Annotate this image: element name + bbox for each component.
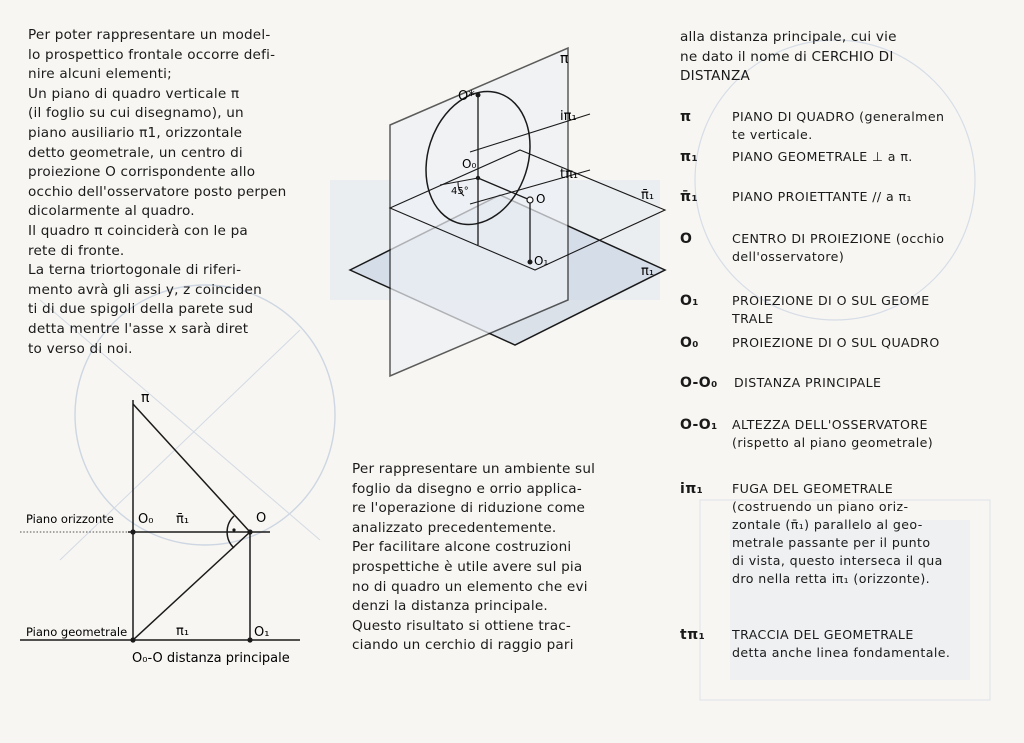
fig2-o1-label: O₁	[534, 254, 549, 268]
fig1-o1-label: O₁	[254, 625, 270, 640]
glossary-text: TRACCIA DEL GEOMETRALE detta anche linea fondamentale.	[732, 627, 951, 660]
glossary-symbol: O-O₀	[680, 375, 718, 391]
distance-circle-paragraph: Per rappresentare un ambiente sul foglio da disegno e orrio applica- re l'operazione di riduzione come analizzato precedentemente. Per facilitare alcone costruzioni prospettiche è utile avere sul pia no di quadro un elemento che evi denzi la distanza principale. Questo risultato si ottiene trac- ciando un cerchio di raggio pari	[352, 461, 596, 654]
fig2-pi-label: π	[560, 51, 569, 67]
glossary-text: PROIEZIONE DI O SUL GEOME TRALE	[732, 293, 930, 326]
glossary-symbol: O-O₁	[680, 417, 718, 433]
glossary-text: PIANO PROIETTANTE // a π₁	[732, 189, 912, 204]
fig2-angle-label: 45°	[451, 186, 469, 197]
glossary-symbol: π	[680, 109, 692, 125]
glossary-text: FUGA DEL GEOMETRALE (costruendo un piano oriz- zontale (π̄₁) parallelo al geo- metrale passante per il punto di vista, questo interseca il qua dro nella retta iπ₁ (orizzonte).	[732, 481, 943, 586]
glossary-symbol: O₁	[680, 293, 699, 309]
glossary-intro-text: alla distanza principale, cui vie ne dato il nome di CERCHIO DI DISTANZA	[680, 29, 897, 85]
fig1-caption: O₀-O distanza principale	[132, 651, 290, 666]
fig1-pi-label: π	[141, 390, 150, 406]
glossary-text: ALTEZZA DELL'OSSERVATORE (rispetto al piano geometrale)	[732, 417, 934, 450]
fig2-tpi1-label: tπ₁	[560, 167, 579, 182]
geometral-plane-label: Piano geometrale	[26, 625, 128, 639]
fig2-ostar-label: O*	[458, 89, 475, 104]
glossary-symbol: tπ₁	[680, 627, 706, 643]
glossary-text: PIANO DI QUADRO (generalmen te verticale.	[732, 109, 945, 142]
intro-paragraph: Per poter rappresentare un model- lo prospettico frontale occorre defi- nire alcuni elementi; Un piano di quadro verticale π (il foglio su cui disegnamo), un piano ausiliario π1, orizzontale detto geometrale, un centro di proiezione O corrispondente allo occhio dell'osservatore posto perpen dicolarmente al quadro. Il quadro π coinciderà con le pa rete di fronte. La terna triortogonale di riferi- mento avrà gli assi y, z coinciden ti di due spigoli della parete sud detta mentre l'asse x sarà diret to verso di noi.	[28, 27, 287, 357]
fig1-o0-label: O₀	[138, 512, 154, 527]
glossary-text: DISTANZA PRINCIPALE	[734, 375, 882, 390]
fig2-o-label: O	[536, 192, 546, 206]
fig1-pi1-label: π₁	[176, 624, 190, 639]
glossary-intro	[680, 28, 1000, 87]
glossary-symbol: π₁	[680, 149, 699, 165]
distance-circle-paragraph-column	[352, 460, 662, 656]
glossary-text: PIANO GEOMETRALE ⊥ a π.	[732, 149, 913, 164]
fig2-o0-label: O₀	[462, 157, 477, 171]
fig1-o-label: O	[256, 511, 267, 526]
glossary-symbol: O₀	[680, 335, 699, 351]
fig1-pi1bar-label: π̄₁	[176, 512, 190, 527]
glossary-symbol: iπ₁	[680, 481, 704, 497]
glossary-text: CENTRO DI PROIEZIONE (occhio dell'osservatore)	[732, 231, 945, 264]
fig2-pi1-label: π₁	[641, 264, 655, 279]
glossary-symbol: π̄₁	[680, 189, 699, 205]
glossary-symbol: O	[680, 231, 693, 247]
glossary-text: PROIEZIONE DI O SUL QUADRO	[732, 335, 940, 350]
horizon-plane-label: Piano orizzonte	[26, 512, 114, 526]
fig2-pi1bar-label: π̄₁	[641, 188, 655, 203]
fig2-ipi1-label: iπ₁	[560, 109, 577, 124]
